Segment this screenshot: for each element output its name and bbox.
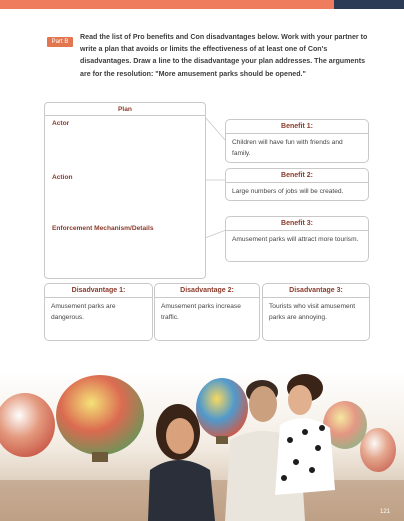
card-divider [45, 297, 152, 298]
benefit-card-3 [225, 216, 369, 262]
plan-label-actor: Actor [52, 120, 70, 127]
photo-illustration [0, 370, 404, 521]
benefit-text: Amusement parks will attract more tourism. [232, 236, 359, 243]
disadvantage-card-3 [262, 283, 370, 341]
amusement-park-photo [0, 370, 404, 521]
plan-label-enforcement: Enforcement Mechanism/Details [52, 225, 154, 232]
plan-box[interactable] [44, 102, 206, 279]
benefit-title: Benefit 3: [281, 220, 313, 227]
card-divider [155, 297, 259, 298]
plan-title: Plan [118, 106, 132, 113]
card-divider [226, 182, 368, 183]
connector-enforcement [205, 230, 226, 238]
card-divider [263, 297, 369, 298]
plan-label-action: Action [52, 174, 73, 181]
disadvantage-title: Disadvantage 1: [71, 287, 126, 294]
disadvantage-text: Amusement parks increase traffic. [161, 303, 241, 321]
disadvantage-card-1 [44, 283, 153, 341]
part-badge: Part B [47, 37, 73, 47]
connector-actor [205, 117, 226, 141]
benefit-card-2 [225, 168, 369, 201]
benefit-card-1 [225, 119, 369, 163]
disadvantage-text: Tourists who visit amusement parks are annoying. [269, 303, 356, 321]
plan-divider [45, 115, 205, 116]
benefit-text: Large numbers of jobs will be created. [232, 188, 344, 195]
page-number: 121 [379, 509, 390, 515]
card-divider [226, 230, 368, 231]
card-divider [226, 133, 368, 134]
disadvantage-title: Disadvantage 3: [289, 287, 343, 294]
disadvantage-card-2 [154, 283, 260, 341]
instructions-text: Read the list of Pro benefits and Con disadvantages below. Work with your partner to write a plan that avoids or limits the effectiveness of at least one of Con's disadvantages. Draw a line to the disadvantage your plan addresses. The arguments are for the resolution: "More amusement parks should be opened." [80, 33, 368, 78]
benefit-text: Children will have fun with friends and family. [232, 139, 343, 157]
benefit-title: Benefit 1: [281, 123, 313, 130]
benefit-title: Benefit 2: [281, 172, 313, 179]
disadvantage-text: Amusement parks are dangerous. [51, 303, 116, 321]
disadvantage-title: Disadvantage 2: [180, 287, 234, 294]
